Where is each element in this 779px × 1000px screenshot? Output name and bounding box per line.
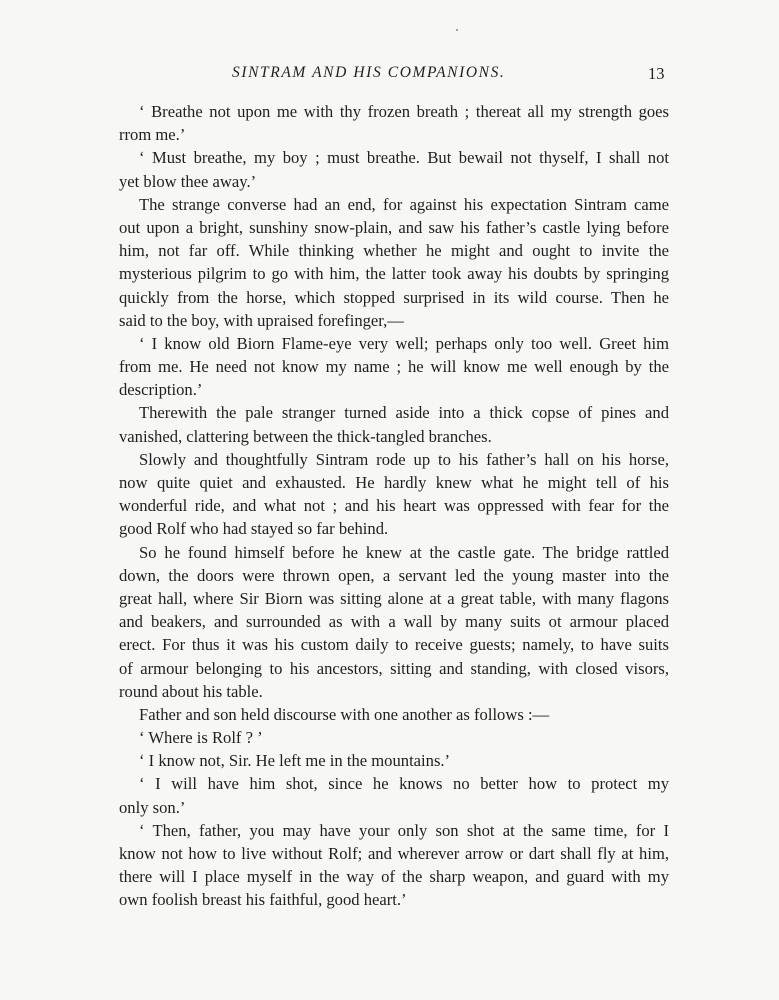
text-line: wonderful ride, and what not ; and his heart was oppressed with fear for the bbox=[119, 496, 669, 516]
text-line: ‘ Breathe not upon me with thy frozen breath ; thereat all my strength goes bbox=[139, 102, 669, 121]
text-line: So he found himself before he knew at the castle gate. The bridge rattled bbox=[139, 542, 669, 562]
text-line: ‘ Then, father, you may have your only son shot at the same time, for I bbox=[139, 820, 669, 840]
text-line: good Rolf who had stayed so far behind. bbox=[119, 519, 389, 539]
text-line: ‘ Where is Rolf ? ’ bbox=[139, 728, 263, 748]
text-line: Therewith the pale stranger turned aside into a thick copse of pines and bbox=[139, 403, 669, 423]
text-line: ‘ I know not, Sir. He left me in the mountains.’ bbox=[139, 751, 451, 771]
page-number: 13 bbox=[648, 64, 665, 83]
text-line: Slowly and thoughtfully Sintram rode up to his father’s hall on his horse, bbox=[139, 449, 669, 469]
text-line: there will I place myself in the way of the sharp weapon, and guard with my bbox=[119, 867, 669, 887]
text-line: round about his table. bbox=[119, 681, 263, 701]
text-line: yet blow thee away.’ bbox=[119, 171, 257, 191]
text-line: The strange converse had an end, for against his expectation Sintram came bbox=[139, 194, 669, 214]
text-line: ‘ I know old Biorn Flame-eye very well; perhaps only too well. Greet him bbox=[139, 333, 669, 353]
text-line: ‘ I will have him shot, since he knows no better how to protect my bbox=[139, 774, 669, 794]
text-line: out upon a bright, sunshiny snow-plain, and saw his father’s castle lying before bbox=[119, 217, 669, 237]
running-title: SINTRAM AND HIS COMPANIONS. bbox=[232, 64, 506, 81]
text-line: mysterious pilgrim to go with him, the latter took away his doubts by springing bbox=[119, 264, 669, 284]
text-line: of armour belonging to his ancestors, sitting and standing, with closed visors, bbox=[119, 658, 669, 678]
text-line: only son.’ bbox=[119, 797, 186, 817]
text-line: know not how to live without Rolf; and wherever arrow or dart shall fly at him, bbox=[119, 844, 669, 863]
text-line: Father and son held discourse with one another as follows :— bbox=[139, 704, 550, 724]
text-line: from me. He need not know my name ; he will know me well enough by the bbox=[119, 357, 669, 377]
text-line: now quite quiet and exhausted. He hardly knew what he might tell of his bbox=[119, 473, 669, 492]
text-line: quickly from the horse, which stopped surprised in its wild course. Then he bbox=[119, 287, 669, 307]
text-line: and beakers, and surrounded as with a wall by many suits ot armour placed bbox=[119, 612, 669, 632]
text-line: erect. For thus it was his custom daily to receive guests; namely, to have suits bbox=[119, 635, 669, 655]
text-line: description.’ bbox=[119, 380, 203, 400]
text-line: vanished, clattering between the thick-tangled branches. bbox=[119, 426, 492, 446]
text-line: said to the boy, with upraised forefinger,— bbox=[119, 310, 404, 330]
print-speck bbox=[456, 29, 458, 31]
text-line: own foolish breast his faithful, good heart.’ bbox=[119, 890, 407, 910]
body-text bbox=[119, 100, 669, 912]
running-head bbox=[0, 64, 779, 88]
text-line: down, the doors were thrown open, a servant led the young master into the bbox=[119, 565, 669, 585]
text-line: great hall, where Sir Biorn was sitting alone at a great table, with many flagons bbox=[119, 588, 669, 608]
text-line: him, not far off. While thinking whether he might and ought to invite the bbox=[119, 241, 669, 261]
text-line: rrom me.’ bbox=[119, 125, 186, 145]
text-line: ‘ Must breathe, my boy ; must breathe. But bewail not thyself, I shall not bbox=[139, 148, 669, 168]
